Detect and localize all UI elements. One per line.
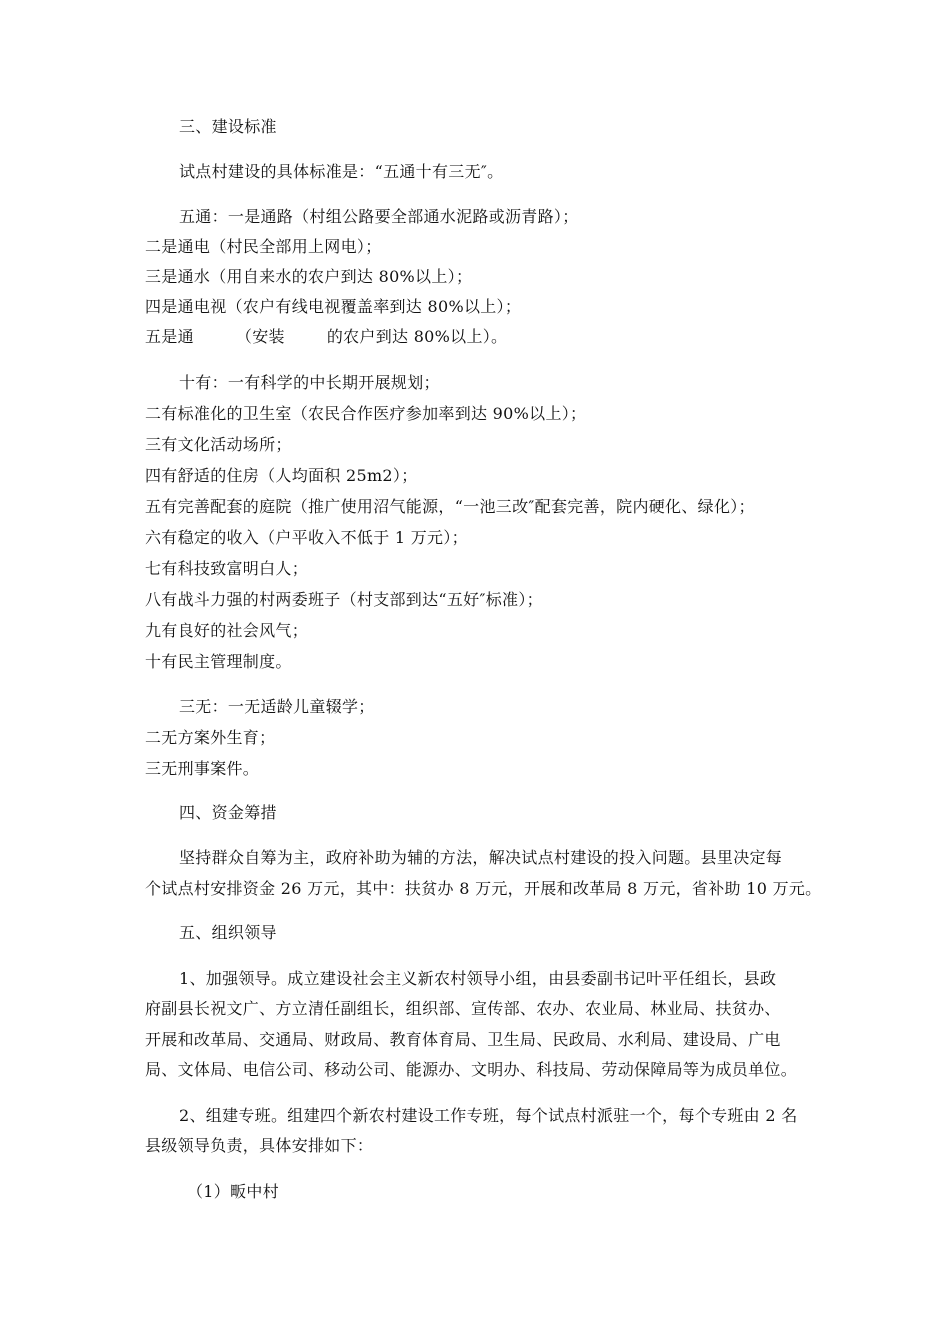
five-tong-line-3: 三是通水（用自来水的农户到达 80%以上）； (145, 267, 473, 286)
ten-you-line-10: 十有民主管理制度。 (145, 652, 292, 671)
three-wu-line-1: 三无：一无适龄儿童辍学； (179, 697, 375, 716)
five-tong-line-2: 二是通电（村民全部用上网电）； (145, 237, 382, 256)
five-tong-line-5 (145, 327, 507, 347)
five-tong-line-5-part1: 五是通 (145, 327, 194, 346)
section-4-body-line-2: 个试点村安排资金 26 万元，其中：扶贫办 8 万元，开展和改革局 8 万元，省补助 10 万元。 (145, 879, 822, 898)
section-3-heading: 三、建设标准 (179, 117, 277, 136)
ten-you-line-2: 二有标准化的卫生室（农民合作医疗参加率到达 90%以上）； (145, 404, 587, 423)
section-5-p1-line-2: 府副县长祝文广、方立清任副组长，组织部、宣传部、农办、农业局、林业局、扶贫办、 (145, 999, 781, 1018)
ten-you-line-4: 四有舒适的住房（人均面积 25m2）； (145, 466, 418, 485)
five-tong-line-4: 四是通电视（农户有线电视覆盖率到达 80%以上）； (145, 297, 522, 316)
ten-you-line-5: 五有完善配套的庭院（推广使用沼气能源，“一池三改″配套完善，院内硬化、绿化）； (145, 497, 755, 516)
section-5-heading: 五、组织领导 (179, 923, 277, 942)
ten-you-line-8: 八有战斗力强的村两委班子（村支部到达“五好″标准）； (145, 590, 543, 609)
section-4-body-line-1: 坚持群众自筹为主，政府补助为辅的方法，解决试点村建设的投入问题。县里决定每 (179, 848, 783, 867)
five-tong-line-5-part3: 的农户到达 80%以上）。 (326, 327, 508, 346)
section-3-intro: 试点村建设的具体标准是：“五通十有三无″。 (179, 162, 504, 181)
section-5-p2-line-2: 县级领导负责，具体安排如下： (145, 1136, 374, 1155)
list-item-1: （1）畈中村 (187, 1182, 279, 1201)
ten-you-line-3: 三有文化活动场所； (145, 435, 292, 454)
five-tong-line-5-part2: （安装 (235, 327, 285, 346)
three-wu-line-3: 三无刑事案件。 (145, 759, 260, 778)
section-5-p2-line-1: 2、组建专班。组建四个新农村建设工作专班，每个试点村派驻一个，每个专班由 2 名 (179, 1106, 798, 1125)
section-5-p1-line-1: 1、加强领导。成立建设社会主义新农村领导小组，由县委副书记叶平任组长，县政 (179, 969, 777, 988)
section-5-p1-line-3: 开展和改革局、交通局、财政局、教育体育局、卫生局、民政局、水利局、建设局、广电 (145, 1030, 781, 1049)
section-4-heading: 四、资金筹措 (179, 803, 277, 822)
ten-you-line-6: 六有稳定的收入（户平收入不低于 1 万元）； (145, 528, 468, 547)
five-tong-line-1: 五通：一是通路（村组公路要全部通水泥路或沥青路）； (179, 207, 579, 226)
ten-you-line-9: 九有良好的社会风气； (145, 621, 309, 640)
three-wu-line-2: 二无方案外生育； (145, 728, 276, 747)
ten-you-line-1: 十有：一有科学的中长期开展规划； (179, 373, 440, 392)
section-5-p1-line-4: 局、文体局、电信公司、移动公司、能源办、文明办、科技局、劳动保障局等为成员单位。 (145, 1060, 798, 1079)
ten-you-line-7: 七有科技致富明白人； (145, 559, 309, 578)
